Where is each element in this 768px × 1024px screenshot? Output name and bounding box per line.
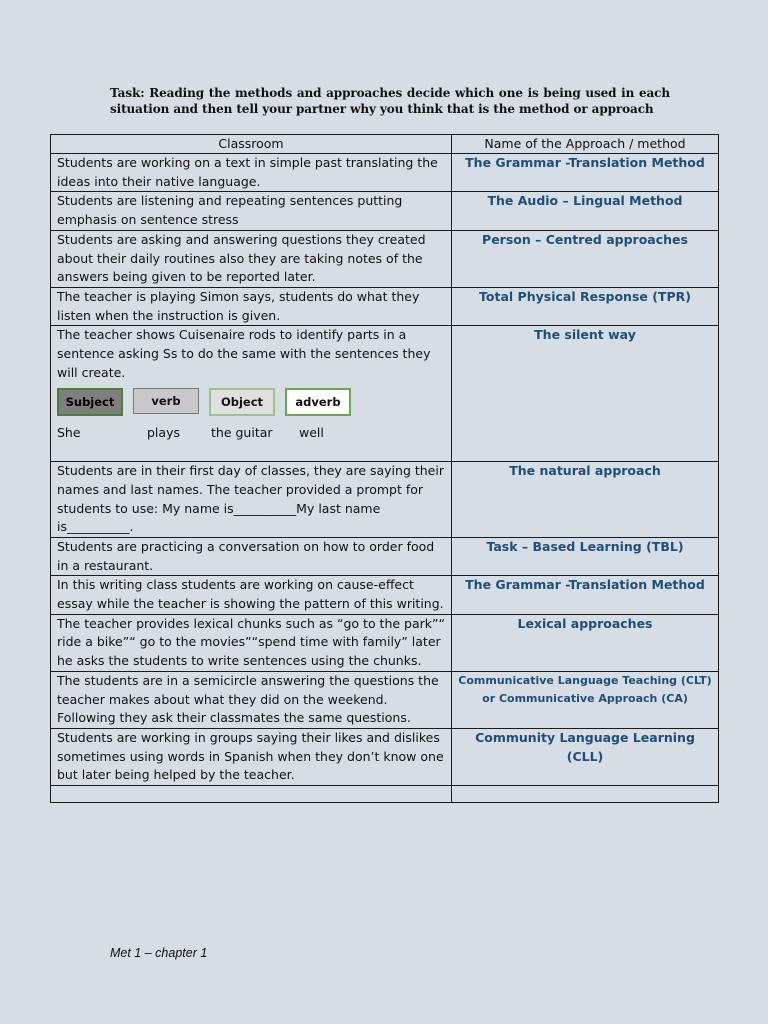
- table-row: [51, 154, 719, 192]
- table-row: [51, 537, 719, 575]
- table-row-empty: [51, 786, 719, 803]
- classroom-cell: [51, 326, 452, 462]
- example-word: plays: [147, 425, 180, 441]
- classroom-cell: In this writing class students are working on cause-effect essay while the teacher is showing the pattern of this writing.: [51, 576, 452, 614]
- example-word: the guitar: [211, 425, 273, 441]
- classroom-cell: Students are practicing a conversation on how to order food in a restaurant.: [51, 537, 452, 575]
- methods-table: [50, 134, 719, 803]
- method-cell: The Grammar -Translation Method: [452, 576, 719, 614]
- classroom-cell: The students are in a semicircle answering the questions the teacher makes about what they did on the weekend. Following they ask their classmates the same questions.: [51, 671, 452, 728]
- empty-cell: [51, 786, 452, 803]
- header-classroom: Classroom: [51, 135, 452, 154]
- cuisenaire-word-boxes: [57, 388, 445, 416]
- empty-cell: [452, 786, 719, 803]
- task-instructions: Task: Reading the methods and approaches decide which one is being used in each situation and then tell your partner why you think that is the method or approach: [110, 86, 670, 116]
- object-box: Object: [209, 388, 275, 416]
- classroom-text: The teacher shows Cuisenaire rods to identify parts in a sentence asking Ss to do the same with the sentences they will create.: [57, 327, 431, 380]
- method-cell: Task – Based Learning (TBL): [452, 537, 719, 575]
- method-cell: Community Language Learning (CLL): [452, 728, 719, 785]
- page-footer: Met 1 – chapter 1: [110, 946, 208, 960]
- header-method: Name of the Approach / method: [452, 135, 719, 154]
- table-row: [51, 230, 719, 287]
- method-cell: The natural approach: [452, 462, 719, 538]
- table-row: [51, 728, 719, 785]
- example-word: well: [299, 425, 324, 441]
- adverb-box: adverb: [285, 388, 351, 416]
- method-cell: The Audio – Lingual Method: [452, 192, 719, 230]
- method-cell: The Grammar -Translation Method: [452, 154, 719, 192]
- table-row: [51, 614, 719, 671]
- table-row: [51, 671, 719, 728]
- table-row: [51, 287, 719, 325]
- method-cell: Lexical approaches: [452, 614, 719, 671]
- classroom-cell: Students are asking and answering questions they created about their daily routines also they are taking notes of the answers being given to be reported later.: [51, 230, 452, 287]
- table-row: [51, 192, 719, 230]
- verb-box: verb: [133, 388, 199, 414]
- table-row: [51, 576, 719, 614]
- classroom-cell: Students are working in groups saying their likes and dislikes sometimes using words in Spanish when they don’t know one but later being helped by the teacher.: [51, 728, 452, 785]
- example-sentence: [57, 424, 445, 443]
- example-word: She: [57, 425, 81, 441]
- classroom-cell: The teacher is playing Simon says, students do what they listen when the instruction is given.: [51, 287, 452, 325]
- method-cell: Total Physical Response (TPR): [452, 287, 719, 325]
- classroom-cell: Students are working on a text in simple past translating the ideas into their native language.: [51, 154, 452, 192]
- subject-box: Subject: [57, 388, 123, 416]
- table-row: [51, 462, 719, 538]
- classroom-cell: Students are listening and repeating sentences putting emphasis on sentence stress: [51, 192, 452, 230]
- classroom-cell: The teacher provides lexical chunks such as “go to the park”“ ride a bike”“ go to the movies”“spend time with family” later he asks the students to write sentences using the chunks.: [51, 614, 452, 671]
- method-cell: The silent way: [452, 326, 719, 462]
- table-row: [51, 326, 719, 462]
- method-cell: Communicative Language Teaching (CLT) or Communicative Approach (CA): [452, 671, 719, 728]
- method-cell: Person – Centred approaches: [452, 230, 719, 287]
- classroom-cell: Students are in their first day of classes, they are saying their names and last names. The teacher provided a prompt for students to use: My name is__________My last name is__________.: [51, 462, 452, 538]
- table-header-row: [51, 135, 719, 154]
